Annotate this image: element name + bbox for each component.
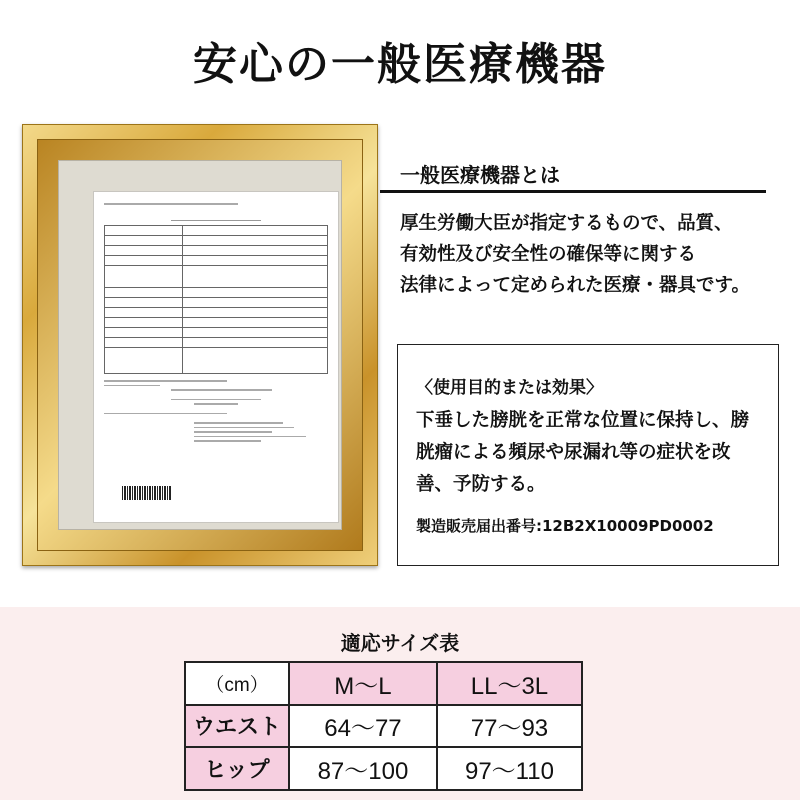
description-line: 有効性及び安全性の確保等に関する	[400, 244, 697, 265]
table-row	[185, 705, 582, 748]
effect-line: 胱瘤による頻尿や尿漏れ等の症状を改	[416, 442, 731, 463]
table-cell: 97～110	[437, 747, 582, 790]
framed-certificate-image	[22, 124, 378, 566]
page-title: 安心の一般医療機器	[193, 39, 607, 90]
row-header-hip: ヒップ	[185, 747, 289, 790]
certificate-document	[93, 191, 339, 523]
heading-divider	[380, 190, 766, 193]
registration-number: 製造販売届出番号:12B2X10009PD0002	[416, 517, 714, 535]
frame-bevel	[37, 139, 363, 551]
frame-mat	[58, 160, 342, 530]
table-row	[185, 747, 582, 790]
purpose-box	[397, 344, 779, 566]
info-heading: 一般医療機器とは	[400, 163, 560, 187]
size-chart-title: 適応サイズ表	[340, 631, 460, 655]
table-cell: 87～100	[289, 747, 437, 790]
size-chart-section	[0, 607, 800, 800]
effect-line: 下垂した膀胱を正常な位置に保持し、膀	[416, 410, 750, 431]
size-table	[184, 661, 583, 791]
description-line: 厚生労働大臣が指定するもので、品質、	[400, 213, 733, 234]
column-header: LL～3L	[437, 662, 582, 705]
description-line: 法律によって定められた医療・器具です。	[400, 275, 751, 296]
purpose-effect	[416, 405, 776, 501]
table-cell: 77～93	[437, 705, 582, 748]
barcode-icon	[122, 486, 172, 500]
column-header: M～L	[289, 662, 437, 705]
purpose-label: 〈使用目的または効果〉	[416, 378, 603, 398]
info-description	[400, 208, 790, 301]
certificate-table	[104, 225, 328, 374]
table-cell: 64～77	[289, 705, 437, 748]
effect-line: 善、予防する。	[416, 474, 546, 495]
row-header-waist: ウエスト	[185, 705, 289, 748]
table-row	[185, 662, 582, 705]
unit-cell: （cm）	[185, 662, 289, 705]
